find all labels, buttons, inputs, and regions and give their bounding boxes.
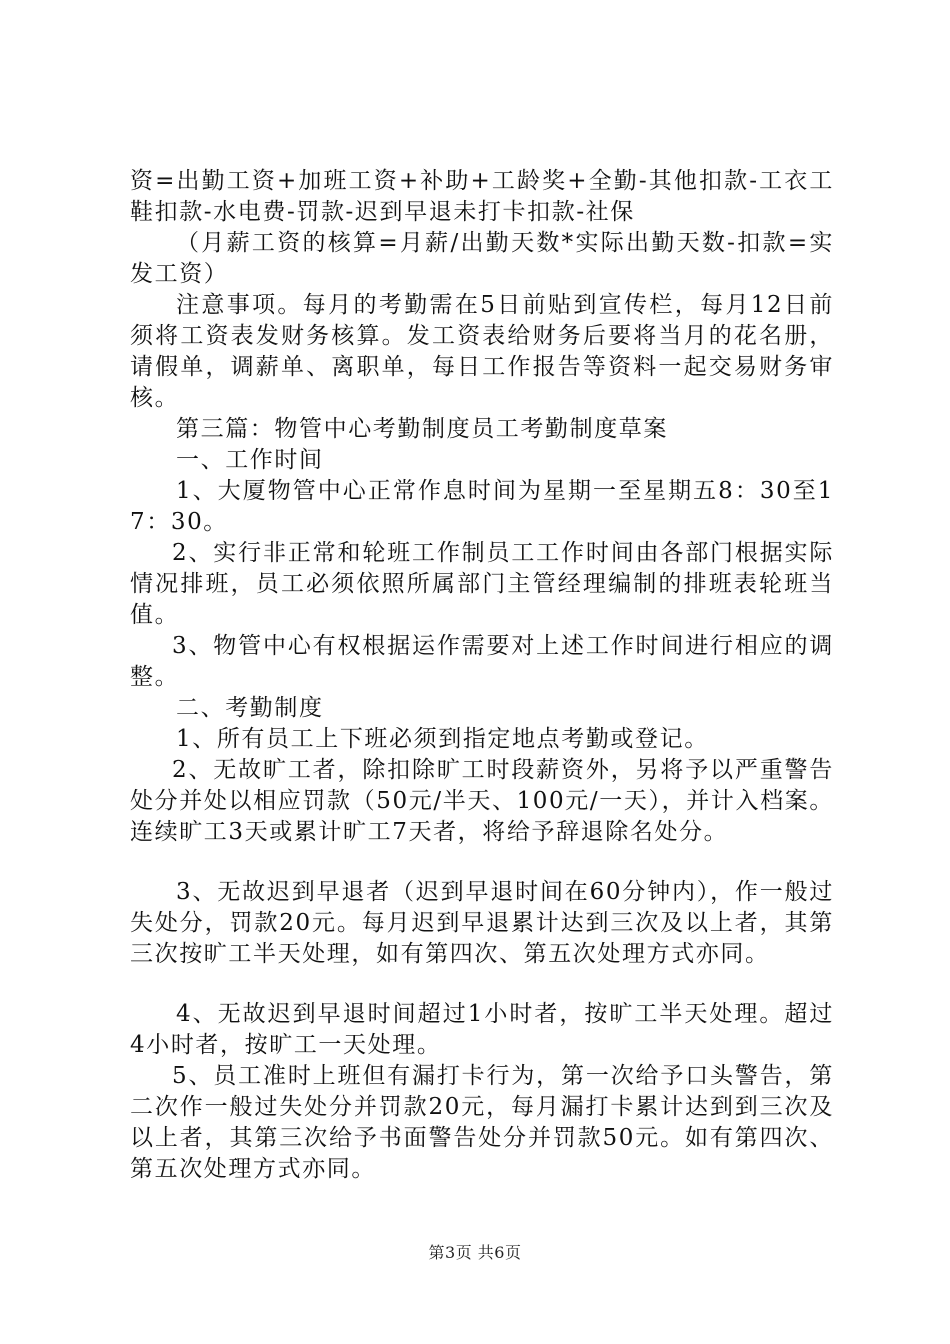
paragraph-work-hours-3: 3、物管中心有权根据运作需要对上述工作时间进行相应的调整。: [130, 633, 834, 690]
page-number-footer: 第3页 共6页: [428, 1243, 522, 1262]
paragraph-attendance-1: 1、所有员工上下班必须到指定地点考勤或登记。: [176, 726, 709, 752]
paragraph-monthly-salary-note: （月薪工资的核算=月薪/出勤天数*实际出勤天数-扣款=实发工资）: [130, 230, 834, 287]
section-title: 第三篇：物管中心考勤制度员工考勤制度草案: [176, 416, 668, 442]
paragraph-work-hours-2: 2、实行非正常和轮班工作制员工工作时间由各部门根据实际情况排班，员工必须依照所属部门主管经理编制的排班表轮班当值。: [130, 540, 834, 628]
paragraph-work-hours-1: 1、大厦物管中心正常作息时间为星期一至星期五8：30至17：30。: [130, 478, 834, 535]
heading-work-hours: 一、工作时间: [176, 447, 324, 473]
paragraph-salary-formula: 资=出勤工资+加班工资+补助+工龄奖+全勤-其他扣款-工衣工鞋扣款-水电费-罚款-迟到早退未打卡扣款-社保: [130, 168, 834, 225]
paragraph-attendance-5: 5、员工准时上班但有漏打卡行为，第一次给予口头警告，第二次作一般过失处分并罚款20元，每月漏打卡累计达到到三次及以上者，其第三次给予书面警告处分并罚款50元。如有第四次、第五次处理方式亦同。: [130, 1063, 834, 1182]
paragraph-attendance-2: 2、无故旷工者，除扣除旷工时段薪资外，另将予以严重警告处分并处以相应罚款（50元/半天、100元/一天），并计入档案。连续旷工3天或累计旷工7天者，将给予辞退除名处分。: [130, 757, 834, 845]
heading-attendance: 二、考勤制度: [176, 695, 324, 721]
paragraph-attendance-4: 4、无故迟到早退时间超过1小时者，按旷工半天处理。超过4小时者，按旷工一天处理。: [130, 1001, 834, 1058]
document-body: [130, 166, 834, 1185]
paragraph-notes: 注意事项。每月的考勤需在5日前贴到宣传栏，每月12日前须将工资表发财务核算。发工资表给财务后要将当月的花名册，请假单，调薪单、离职单，每日工作报告等资料一起交易财务审核。: [130, 292, 834, 411]
paragraph-attendance-3: 3、无故迟到早退者（迟到早退时间在60分钟内），作一般过失处分，罚款20元。每月迟到早退累计达到三次及以上者，其第三次按旷工半天处理，如有第四次、第五次处理方式亦同。: [130, 879, 834, 967]
